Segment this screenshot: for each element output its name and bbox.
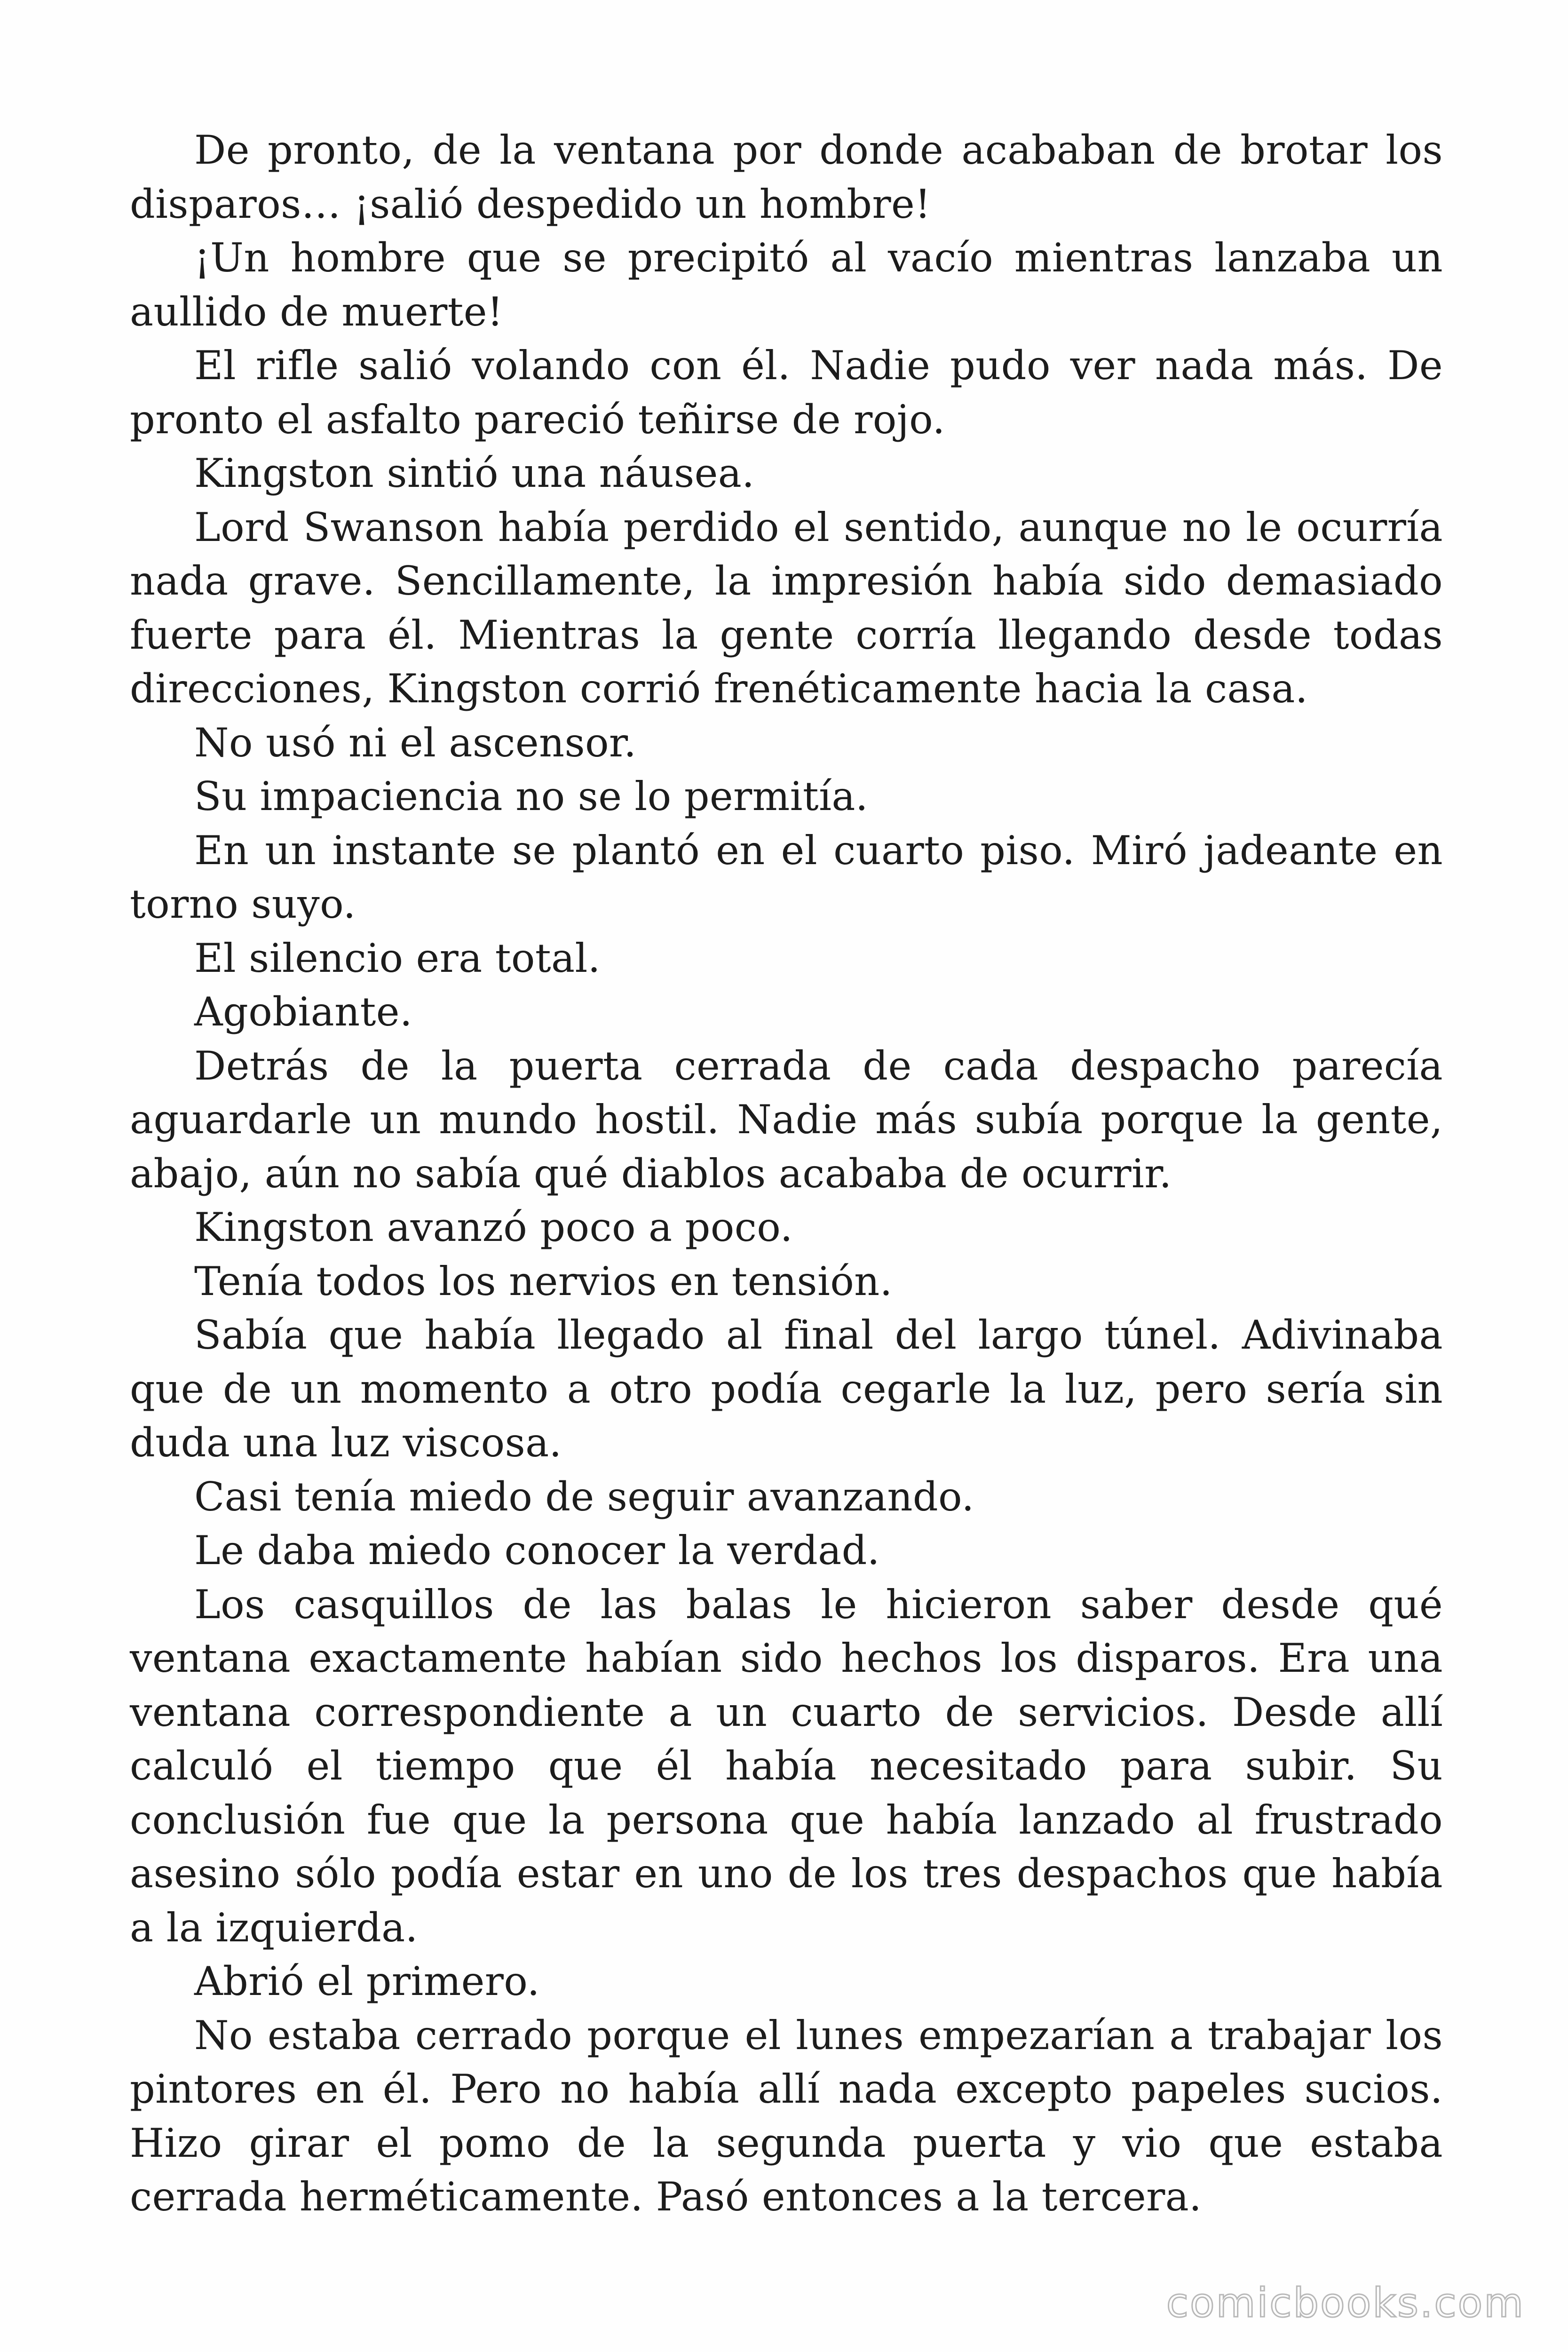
paragraph: Le daba miedo conocer la verdad. [194,1527,880,1573]
paragraph: Kingston avanzó poco a poco. [194,1204,793,1250]
paragraph: De pronto, de la ventana por donde acababan de brotar los disparos… ¡salió despedido un hombre! [130,127,1443,227]
paragraph: En un instante se plantó en el cuarto piso. Miró jadeante en torno suyo. [130,827,1443,927]
paragraph: Detrás de la puerta cerrada de cada despacho parecía aguardarle un mundo hostil. Nadie más subía porque la gente, abajo, aún no sabía qué diablos acababa de ocurrir. [130,1042,1443,1197]
paragraph: ¡Un hombre que se precipitó al vacío mientras lanzaba un aullido de muerte! [130,235,1443,335]
watermark: comicbooks.com [1166,2280,1525,2327]
paragraph: Su impaciencia no se lo permitía. [194,773,868,819]
paragraph: Abrió el primero. [194,1958,540,2004]
paragraph: No usó ni el ascensor. [194,719,637,766]
paragraph: No estaba cerrado porque el lunes empezarían a trabajar los pintores en él. Pero no había allí nada excepto papeles sucios. Hizo girar el pomo de la segunda puerta y vio que estaba cerrada herméticamente. Pasó entonces a la tercera. [130,2012,1443,2220]
body-text [130,123,1443,2224]
paragraph: Tenía todos los nervios en tensión. [194,1258,893,1304]
paragraph: Casi tenía miedo de seguir avanzando. [194,1473,974,1520]
paragraph: Sabía que había llegado al final del largo túnel. Adivinaba que de un momento a otro podía cegarle la luz, pero sería sin duda una luz viscosa. [130,1312,1443,1466]
paragraph: Los casquillos de las balas le hicieron saber desde qué ventana exactamente habían sido hechos los disparos. Era una ventana correspondiente a un cuarto de servicios. Desde allí calculó el tiempo que él había necesitado para subir. Su conclusión fue que la persona que había lanzado al frustrado asesino sólo podía estar en uno de los tres despachos que había a la izquierda. [130,1581,1443,1951]
paragraph: Agobiante. [194,989,412,1035]
paragraph: El rifle salió volando con él. Nadie pudo ver nada más. De pronto el asfalto pareció teñirse de rojo. [130,342,1443,443]
paragraph: El silencio era total. [194,935,601,981]
paragraph: Kingston sintió una náusea. [194,450,755,496]
paragraph: Lord Swanson había perdido el sentido, aunque no le ocurría nada grave. Sencillamente, la impresión había sido demasiado fuerte para él. Mientras la gente corría llegando desde todas direcciones, Kingston corrió frenéticamente hacia la casa. [130,504,1443,712]
